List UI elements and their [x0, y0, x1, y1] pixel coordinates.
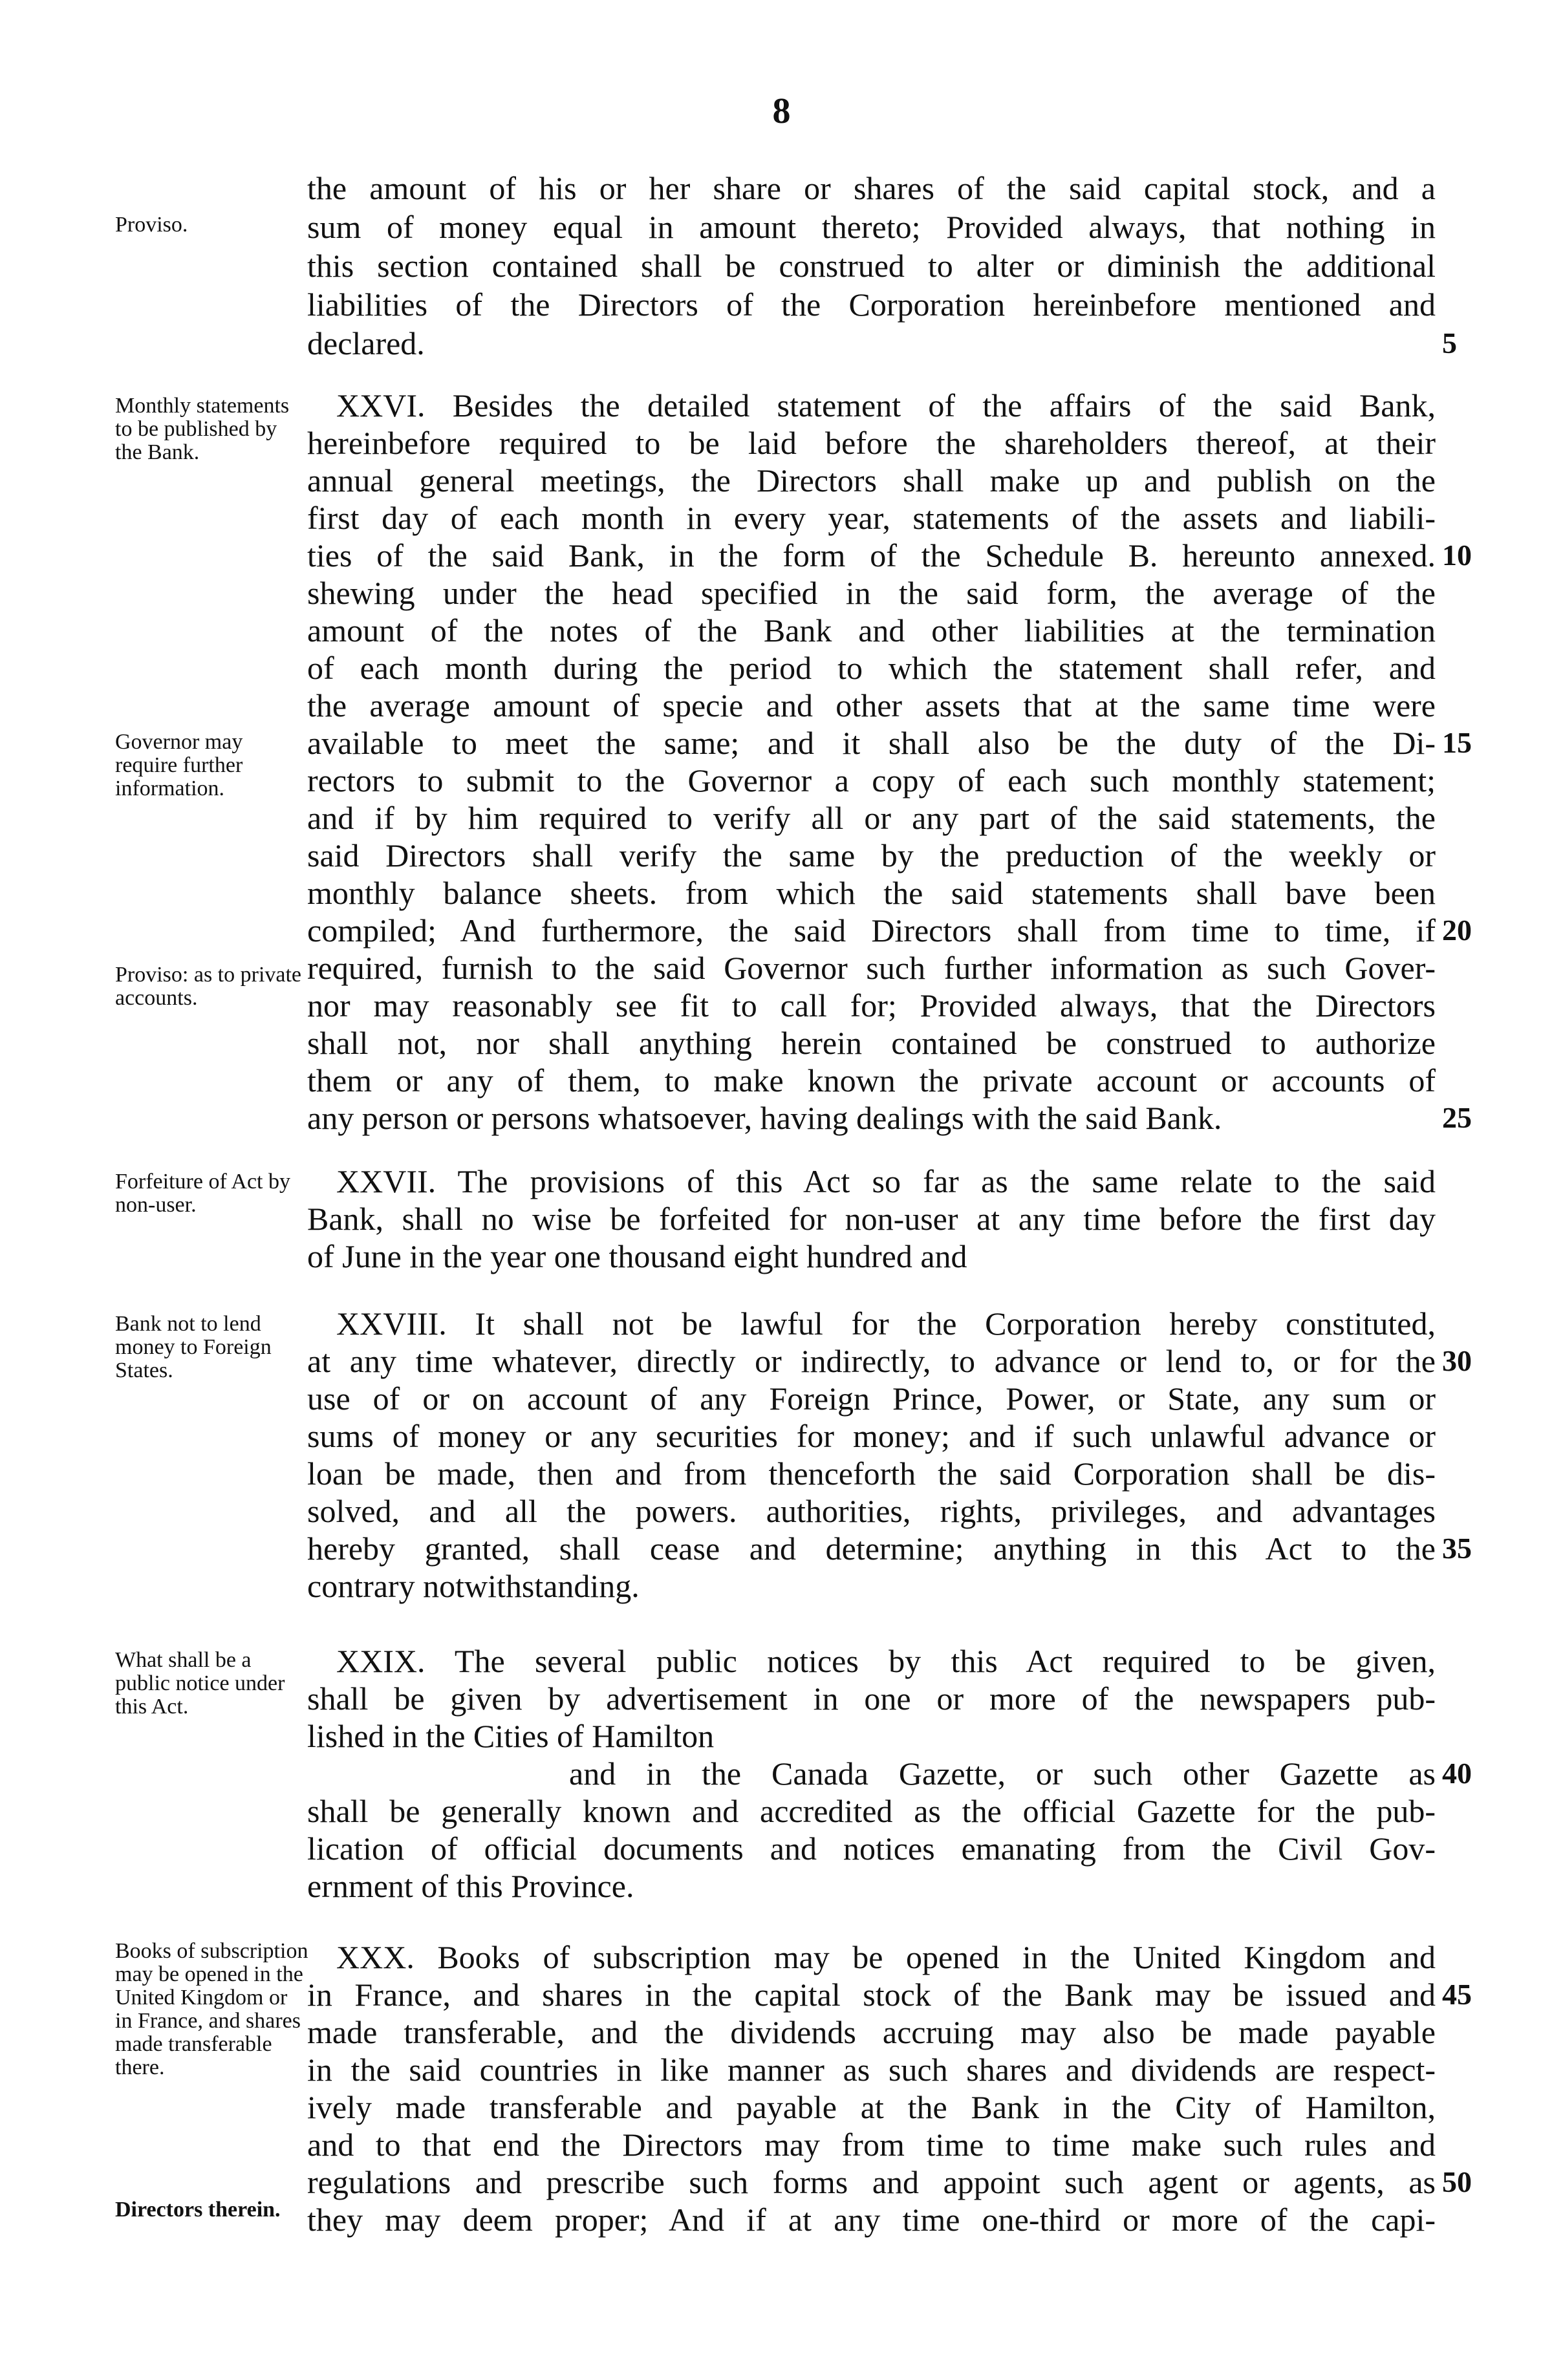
- body-line: them or any of them, to make known the private account or accounts of: [307, 1062, 1436, 1099]
- body-line: made transferable, and the dividends accruing may also be made payable: [307, 2014, 1436, 2050]
- margin-note-foreign-states: Bank not to lend money to Foreign States.: [115, 1312, 272, 1382]
- body-line: liabilities of the Directors of the Corporation hereinbefore mentioned and: [307, 286, 1436, 323]
- margin-note-governor-information: Governor may require further information.: [115, 730, 243, 800]
- body-line: hereby granted, shall cease and determine; anything in this Act to the: [307, 1530, 1436, 1567]
- margin-note-directors: Directors therein.: [115, 2198, 281, 2222]
- body-line: and in the Canada Gazette, or such other Gazette as: [569, 1755, 1436, 1792]
- margin-note-forfeiture: Forfeiture of Act by non-user.: [115, 1170, 290, 1217]
- body-line: sum of money equal in amount thereto; Provided always, that nothing in: [307, 209, 1436, 245]
- body-line: required, furnish to the said Governor such further information as such Gover-: [307, 950, 1436, 986]
- body-line: said Directors shall verify the same by the preduction of the weekly or: [307, 837, 1436, 874]
- body-line: ively made transferable and payable at the Bank in the City of Hamilton,: [307, 2089, 1436, 2125]
- section-heading-xxvi: XXVI. Besides the detailed statement of the affairs of the said Bank,: [336, 387, 1436, 423]
- line-number: 15: [1442, 726, 1472, 759]
- line-number: 35: [1442, 1532, 1472, 1565]
- body-line: the amount of his or her share or shares of the said capital stock, and a: [307, 170, 1436, 206]
- body-line: of each month during the period to which the statement shall refer, and: [307, 650, 1436, 686]
- body-line: any person or persons whatsoever, having dealings with the said Bank.: [307, 1100, 1222, 1136]
- margin-note-proviso: Proviso.: [115, 213, 188, 237]
- section-heading-xxix: XXIX. The several public notices by this Act required to be given,: [336, 1643, 1436, 1679]
- body-line: lished in the Cities of Hamilton: [307, 1718, 715, 1754]
- line-number: 40: [1442, 1757, 1472, 1790]
- body-line: shall not, nor shall anything herein contained be construed to authorize: [307, 1025, 1436, 1061]
- section-heading-xxvii: XXVII. The provisions of this Act so far as the same relate to the said: [336, 1163, 1436, 1199]
- body-line: rectors to submit to the Governor a copy of each such monthly statement;: [307, 762, 1436, 799]
- body-line: first day of each month in every year, statements of the assets and liabili-: [307, 500, 1436, 536]
- body-line: annual general meetings, the Directors shall make up and publish on the: [307, 462, 1436, 499]
- body-line: use of or on account of any Foreign Prince, Power, or State, any sum or: [307, 1380, 1436, 1417]
- line-number: 50: [1442, 2165, 1472, 2198]
- body-line: contrary notwithstanding.: [307, 1568, 640, 1604]
- section-heading-xxx: XXX. Books of subscription may be opened in the United Kingdom and: [336, 1939, 1436, 1975]
- body-line: loan be made, then and from thenceforth the said Corporation shall be dis-: [307, 1455, 1436, 1492]
- body-line: ties of the said Bank, in the form of the Schedule B. hereunto annexed.: [307, 537, 1436, 574]
- body-line: and to that end the Directors may from time to time make such rules and: [307, 2127, 1436, 2163]
- body-line: nor may reasonably see fit to call for; Provided always, that the Directors: [307, 987, 1436, 1024]
- body-line: monthly balance sheets. from which the said statements shall bave been: [307, 875, 1436, 911]
- body-line: of June in the year one thousand eight hundred and: [307, 1238, 967, 1274]
- body-line: Bank, shall no wise be forfeited for non-user at any time before the first day: [307, 1201, 1436, 1237]
- body-line: hereinbefore required to be laid before the shareholders thereof, at their: [307, 425, 1436, 461]
- body-line: at any time whatever, directly or indirectly, to advance or lend to, or for the: [307, 1343, 1436, 1379]
- body-line: shewing under the head specified in the said form, the average of the: [307, 575, 1436, 611]
- body-line: shall be generally known and accredited as the official Gazette for the pub-: [307, 1793, 1436, 1829]
- line-number: 30: [1442, 1344, 1472, 1377]
- body-line: regulations and prescribe such forms and appoint such agent or agents, as: [307, 2164, 1436, 2200]
- body-line: declared.: [307, 325, 425, 361]
- body-line: ernment of this Province.: [307, 1868, 634, 1904]
- body-line: available to meet the same; and it shall also be the duty of the Di-: [307, 725, 1436, 761]
- margin-note-public-notice: What shall be a public notice under this Act.: [115, 1648, 285, 1719]
- body-line: this section contained shall be construed to alter or diminish the additional: [307, 248, 1436, 284]
- body-line: solved, and all the powers. authorities, rights, privileges, and advantages: [307, 1493, 1436, 1529]
- body-line: sums of money or any securities for money; and if such unlawful advance or: [307, 1418, 1436, 1454]
- body-line: the average amount of specie and other assets that at the same time were: [307, 687, 1436, 724]
- line-number: 10: [1442, 539, 1472, 572]
- body-line: in the said countries in like manner as such shares and dividends are respect-: [307, 2052, 1436, 2088]
- margin-note-private-accounts: Proviso: as to private accounts.: [115, 963, 302, 1010]
- margin-note-monthly-statements: Monthly statements to be published by the Bank.: [115, 394, 290, 464]
- page-number: 8: [772, 91, 791, 131]
- line-number: 25: [1442, 1101, 1472, 1134]
- body-line: compiled; And furthermore, the said Directors shall from time to time, if: [307, 912, 1436, 949]
- body-line: shall be given by advertisement in one or more of the newspapers pub-: [307, 1680, 1436, 1717]
- section-heading-xxviii: XXVIII. It shall not be lawful for the Corporation hereby constituted,: [336, 1305, 1436, 1342]
- line-number: 5: [1442, 327, 1457, 359]
- body-line: in France, and shares in the capital stock of the Bank may be issued and: [307, 1977, 1436, 2013]
- margin-note-books-of-subscription: Books of subscription may be opened in the United Kingdom or in France, and shares made transferable there.: [115, 1939, 308, 2079]
- body-line: amount of the notes of the Bank and other liabilities at the termination: [307, 612, 1436, 649]
- line-number: 45: [1442, 1978, 1472, 2011]
- body-line: they may deem proper; And if at any time one-third or more of the capi-: [307, 2202, 1436, 2238]
- body-line: and if by him required to verify all or any part of the said statements, the: [307, 800, 1436, 836]
- body-line: lication of official documents and notices emanating from the Civil Gov-: [307, 1830, 1436, 1867]
- line-number: 20: [1442, 914, 1472, 947]
